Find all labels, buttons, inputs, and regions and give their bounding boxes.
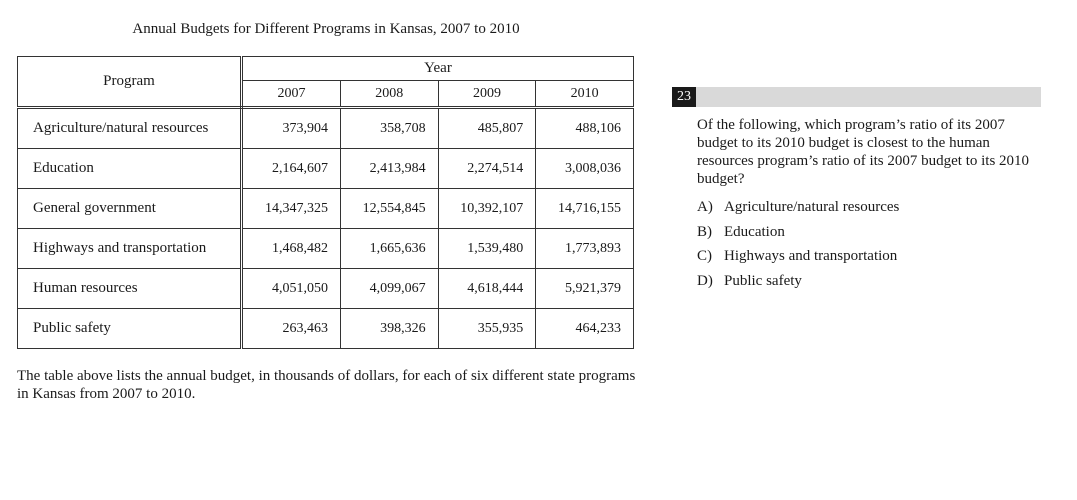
budget-value: 10,392,107 xyxy=(438,189,536,229)
budget-value: 4,618,444 xyxy=(438,269,536,309)
table-row xyxy=(18,189,634,229)
table-title: Annual Budgets for Different Programs in Kansas, 2007 to 2010 xyxy=(132,21,520,37)
year-label: 2009 xyxy=(438,81,536,108)
program-name: Agriculture/natural resources xyxy=(18,108,242,149)
budget-value: 355,935 xyxy=(438,309,536,349)
program-column-header: Program xyxy=(18,57,242,108)
budget-value: 4,099,067 xyxy=(340,269,438,309)
answer-choices xyxy=(697,199,1037,297)
answer-choice-b[interactable] xyxy=(697,224,1037,249)
budget-value: 358,708 xyxy=(340,108,438,149)
choice-text: Public safety xyxy=(724,272,802,289)
budget-value: 488,106 xyxy=(536,108,634,149)
table-caption: The table above lists the annual budget, in thousands of dollars, for each of six different state programs in Kansas from 2007 to 2010. xyxy=(17,368,636,402)
question-header-bar xyxy=(672,87,1041,107)
choice-text: Highways and transportation xyxy=(724,248,898,264)
choice-letter: A) xyxy=(697,199,713,215)
program-name: Public safety xyxy=(18,309,242,349)
answer-choice-a[interactable] xyxy=(697,199,1037,224)
year-label: 2010 xyxy=(536,81,634,108)
budget-value: 2,274,514 xyxy=(438,149,536,189)
budget-value: 2,413,984 xyxy=(340,149,438,189)
budget-value: 3,008,036 xyxy=(536,149,634,189)
year-column-header: Year xyxy=(242,57,634,81)
budget-value: 2,164,607 xyxy=(242,149,341,189)
budget-value: 5,921,379 xyxy=(536,269,634,309)
program-name: Education xyxy=(18,149,242,189)
budget-value: 1,773,893 xyxy=(536,229,634,269)
budget-value: 14,347,325 xyxy=(242,189,341,229)
table-row xyxy=(18,149,634,189)
budget-value: 14,716,155 xyxy=(536,189,634,229)
program-name: Highways and transportation xyxy=(18,229,242,269)
table-row xyxy=(18,309,634,349)
program-name: General government xyxy=(18,189,242,229)
choice-text: Education xyxy=(724,223,785,240)
budget-value: 1,665,636 xyxy=(340,229,438,269)
year-label: 2008 xyxy=(340,81,438,108)
answer-choice-d[interactable] xyxy=(697,273,1037,298)
budget-table xyxy=(17,56,634,349)
table-header-row xyxy=(18,57,634,81)
budget-value: 1,539,480 xyxy=(438,229,536,269)
budget-value: 12,554,845 xyxy=(340,189,438,229)
choice-text: Agriculture/natural resources xyxy=(724,199,900,215)
answer-choice-c[interactable] xyxy=(697,248,1037,273)
budget-value: 263,463 xyxy=(242,309,341,349)
budget-value: 464,233 xyxy=(536,309,634,349)
program-name: Human resources xyxy=(18,269,242,309)
budget-value: 485,807 xyxy=(438,108,536,149)
choice-letter: C) xyxy=(697,248,712,264)
table-row xyxy=(18,108,634,149)
table-row xyxy=(18,229,634,269)
table-row xyxy=(18,269,634,309)
choice-letter: B) xyxy=(697,223,712,240)
budget-value: 398,326 xyxy=(340,309,438,349)
budget-value: 4,051,050 xyxy=(242,269,341,309)
choice-letter: D) xyxy=(697,272,713,289)
question-stem: Of the following, which program’s ratio of its 2007 budget to its 2010 budget is closest to the human resources program’s ratio of its 2007 budget to its 2010 budget? xyxy=(697,117,1030,187)
budget-value: 373,904 xyxy=(242,108,341,149)
year-label: 2007 xyxy=(242,81,341,108)
budget-value: 1,468,482 xyxy=(242,229,341,269)
question-number: 23 xyxy=(672,87,696,107)
